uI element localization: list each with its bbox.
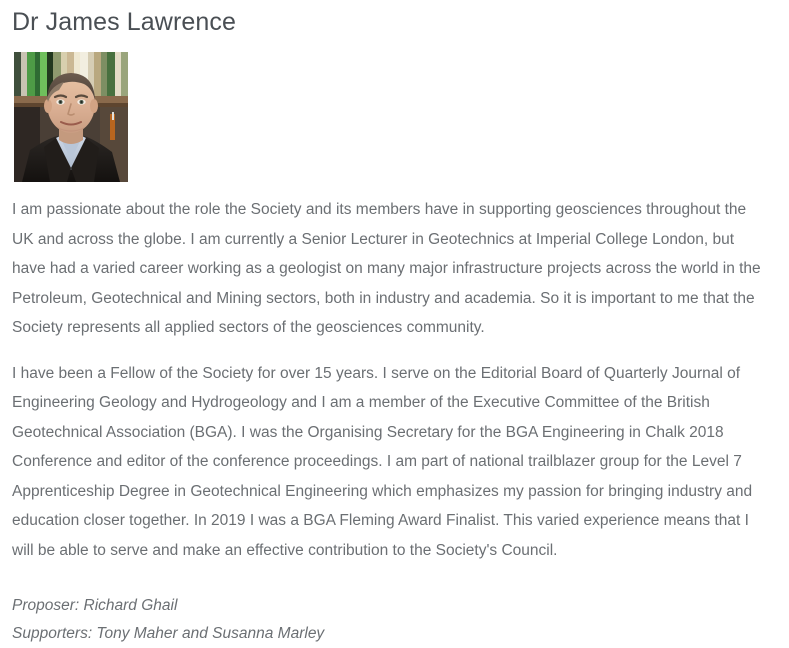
supporters-line: Supporters: Tony Maher and Susanna Marley: [12, 625, 325, 642]
portrait-image: [14, 52, 128, 182]
page-title: Dr James Lawrence: [12, 8, 237, 36]
bio-paragraph: I am passionate about the role the Society and its members have in supporting geosciences throughout the UK and across the globe. I am currently a Senior Lecturer in Geotechnics at Imperial College London, but have had a varied career working as a geologist on many major infrastructure projects across the world in the Petroleum, Geotechnical and Mining sectors, both in industry and academia. So it is important to me that the Society represents all applied sectors of the geosciences community.: [12, 201, 761, 336]
credits-section: [10, 592, 779, 648]
portrait-photo: [14, 52, 128, 182]
proposer-line: Proposer: Richard Ghail: [12, 597, 178, 614]
bio-section: [10, 195, 779, 565]
bio-paragraph: I have been a Fellow of the Society for over 15 years. I serve on the Editorial Board of Quarterly Journal of Engineering Geology and Hydrogeology and I am a member of the Executive Committee of the British Geotechnical Association (BGA). I was the Organising Secretary for the BGA Engineering in Chalk 2018 Conference and editor of the conference proceedings. I am part of national trailblazer group for the Level 7 Apprenticeship Degree in Geotechnical Engineering which emphasizes my passion for bringing industry and education closer together. In 2019 I was a BGA Fleming Award Finalist. This varied experience means that I will be able to serve and make an effective contribution to the Society's Council.: [12, 364, 753, 559]
